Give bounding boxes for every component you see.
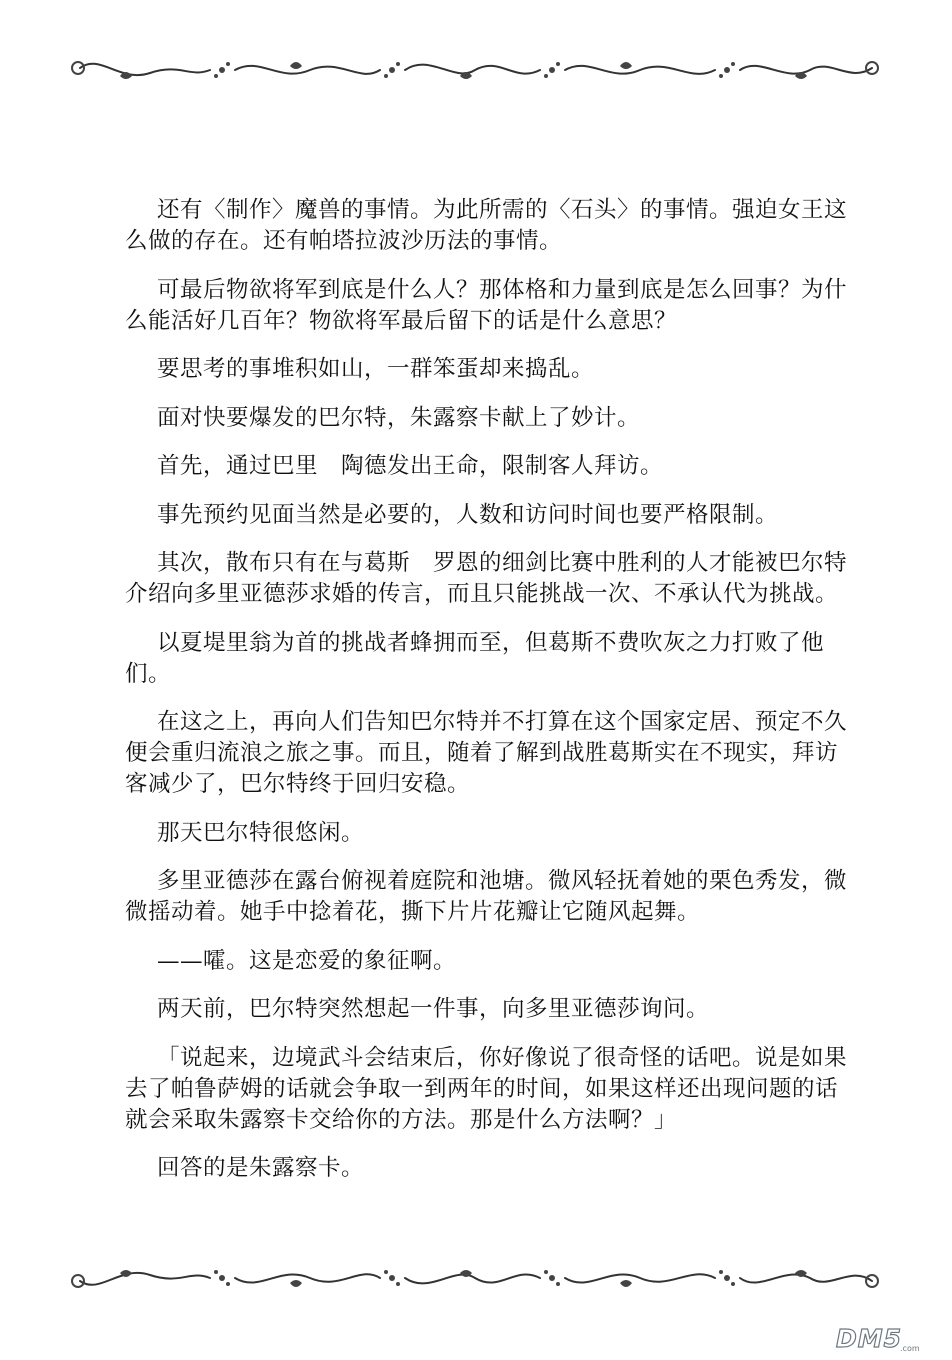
watermark-logo-text: DM5 [836,1324,903,1353]
site-watermark-logo [836,1324,936,1352]
paragraph: ——嚯。这是恋爱的象征啊。 [157,947,457,974]
bottom-ornamental-border [60,1253,890,1303]
paragraph: 要思考的事堆积如山，一群笨蛋却来捣乱。 [157,356,595,382]
paragraph: 那天巴尔特很悠闲。 [157,819,365,846]
paragraph: 可最后物欲将军到底是什么人？那体格和力量到底是怎么回事？为什么能活好几百年？物欲将军最后留下的话是什么意思？ [125,276,848,334]
paragraph: 其次，散布只有在与葛斯 罗恩的细剑比赛中胜利的人才能被巴尔特介绍向多里亚德莎求婚的传言，而且只能挑战一次、不承认代为挑战。 [125,550,848,607]
paragraph: 面对快要爆发的巴尔特，朱露察卡献上了妙计。 [157,404,641,431]
paragraph: 事先预约见面当然是必要的，人数和访问时间也要严格限制。 [157,501,779,528]
paragraph: 首先，通过巴里 陶德发出王命，限制客人拜访。 [157,453,664,479]
top-ornamental-border [60,48,890,98]
watermark-logo-suffix: .com [900,1344,920,1353]
chapter-text [125,195,855,1202]
paragraph: 多里亚德莎在露台俯视着庭院和池塘。微风轻抚着她的栗色秀发，微微摇动着。她手中捻着花，撕下片片花瓣让它随风起舞。 [125,868,848,925]
paragraph: 「说起来，边境武斗会结束后，你好像说了很奇怪的话吧。说是如果去了帕鲁萨姆的话就会争取一到两年的时间，如果这样还出现问题的话就会采取朱露察卡交给你的方法。那是什么方法啊？」 [125,1044,848,1133]
paragraph: 回答的是朱露察卡。 [157,1155,365,1181]
paragraph: 两天前，巴尔特突然想起一件事，向多里亚德莎询问。 [157,996,710,1022]
paragraph: 在这之上，再向人们告知巴尔特并不打算在这个国家定居、预定不久便会重归流浪之旅之事。而且，随着了解到战胜葛斯实在不现实，拜访客减少了，巴尔特终于回归安稳。 [125,709,848,797]
paragraph: 还有〈制作〉魔兽的事情。为此所需的〈石头〉的事情。强迫女王这么做的存在。还有帕塔拉波沙历法的事情。 [125,197,848,254]
paragraph: 以夏堤里翁为首的挑战者蜂拥而至，但葛斯不费吹灰之力打败了他们。 [125,629,825,687]
